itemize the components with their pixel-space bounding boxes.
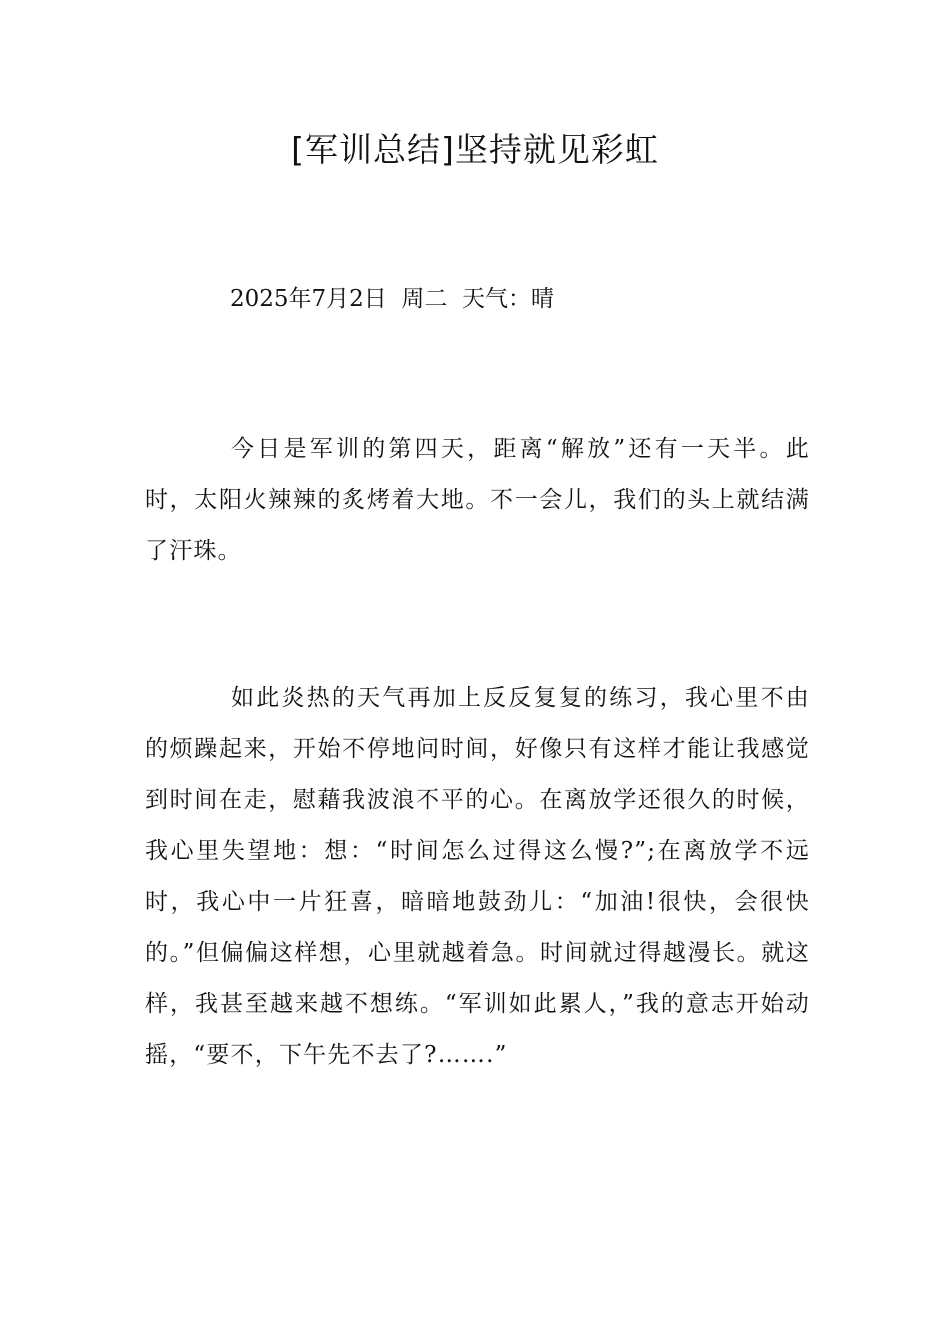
document-title: [军训总结]坚持就见彩虹 [291, 130, 659, 169]
date-weather-line: 2025年7月2日 周二 天气：晴 [230, 286, 555, 312]
paragraph-2: 如此炎热的天气再加上反反复复的练习，我心里不由的烦躁起来，开始不停地问时间，好像只有这样才能让我感觉到时间在走，慰藉我波浪不平的心。在离放学还很久的时候，我心里失望地：想：“时间怎么过得这么慢?”;在离放学不远时，我心中一片狂喜，暗暗地鼓劲儿：“加油!很快，会很快的。”但偏偏这样想，心里就越着急。时间就过得越漫长。就这样，我甚至越来越不想练。“军训如此累人，”我的意志开始动摇，“要不，下午先不去了?…….” [145, 685, 810, 1068]
paragraph-1: 今日是军训的第四天，距离“解放”还有一天半。此时，太阳火辣辣的炙烤着大地。不一会儿，我们的头上就结满了汗珠。 [145, 436, 810, 564]
